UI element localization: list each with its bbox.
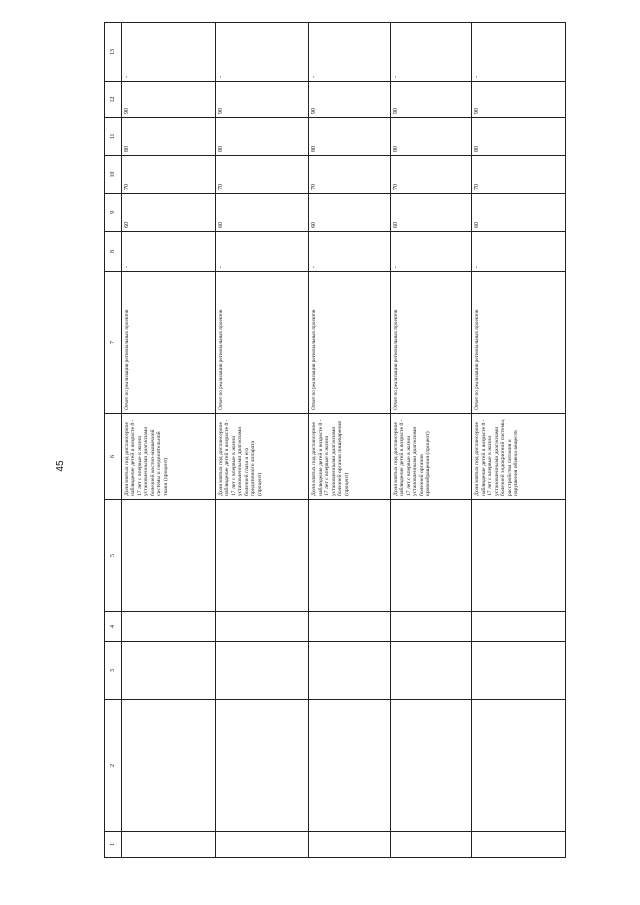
cell	[215, 612, 309, 642]
rotated-table-frame	[104, 0, 566, 905]
value-cell: 70	[472, 156, 566, 194]
indicator-cell: Доля взятых под диспансерное наблюдение детей в возрасте 0 - 17 лет с впервые в жизни установленными диагнозами болезней органов пищеварения (процент)	[309, 414, 391, 500]
value-cell: 60	[472, 194, 566, 232]
table-row	[472, 23, 566, 858]
column-header: 13	[105, 23, 122, 82]
column-header: 1	[105, 832, 122, 858]
value-cell: 60	[215, 194, 309, 232]
value-cell: 90	[309, 82, 391, 118]
table-row	[309, 23, 391, 858]
column-header: 3	[105, 642, 122, 700]
cell: -	[390, 23, 472, 82]
cell	[472, 832, 566, 858]
cell	[122, 500, 216, 612]
cell	[390, 612, 472, 642]
cell	[472, 500, 566, 612]
column-header: 12	[105, 82, 122, 118]
value-cell: 80	[390, 118, 472, 156]
value-cell: 60	[309, 194, 391, 232]
table-row	[390, 23, 472, 858]
cell	[215, 832, 309, 858]
cell: -	[122, 23, 216, 82]
cell: -	[309, 23, 391, 82]
value-cell: 90	[390, 82, 472, 118]
header-row	[105, 23, 122, 858]
value-cell: 80	[472, 118, 566, 156]
cell	[215, 642, 309, 700]
cell: -	[122, 232, 216, 272]
column-header: 8	[105, 232, 122, 272]
indicator-cell: Доля взятых под диспансерное наблюдение детей в возрасте 0 - 17 лет с впервые в жизни установленными диагнозами болезней органов кровообращения (процент)	[390, 414, 472, 500]
source-cell: Отчет по реализации региональных проектов	[215, 272, 309, 414]
cell	[215, 500, 309, 612]
value-cell: 70	[390, 156, 472, 194]
cell	[309, 642, 391, 700]
cell	[122, 832, 216, 858]
source-cell: Отчет по реализации региональных проектов	[472, 272, 566, 414]
value-cell: 80	[122, 118, 216, 156]
column-header: 9	[105, 194, 122, 232]
value-cell: 70	[309, 156, 391, 194]
cell	[390, 832, 472, 858]
source-cell: Отчет по реализации региональных проектов	[309, 272, 391, 414]
indicator-table	[104, 22, 566, 858]
column-header: 11	[105, 118, 122, 156]
cell: -	[309, 232, 391, 272]
column-header: 6	[105, 414, 122, 500]
cell	[122, 700, 216, 832]
cell	[122, 612, 216, 642]
cell	[390, 642, 472, 700]
value-cell: 80	[309, 118, 391, 156]
source-cell: Отчет по реализации региональных проектов	[390, 272, 472, 414]
value-cell: 90	[215, 82, 309, 118]
table-row	[122, 23, 216, 858]
column-header: 7	[105, 272, 122, 414]
table-row	[215, 23, 309, 858]
indicator-cell: Доля взятых под диспансерное наблюдение детей в возрасте 0 - 17 лет с впервые в жизни установленными диагнозами болезней глаза и его придаточного аппарата (процент)	[215, 414, 309, 500]
cell: -	[472, 23, 566, 82]
cell	[215, 700, 309, 832]
indicator-cell: Доля взятых под диспансерное наблюдение детей в возрасте 0 - 17 лет с впервые в жизни установленными диагнозами болезней эндокринной системы, расстройства питания и нарушения обмена веществ	[472, 414, 566, 500]
indicator-cell: Доля взятых под диспансерное наблюдение детей в возрасте 0 - 17 лет с впервые в жизни установленными диагнозами болезней костно-мышечной системы и соединительной ткани (процент)	[122, 414, 216, 500]
column-header: 4	[105, 612, 122, 642]
source-cell: Отчет по реализации региональных проектов	[122, 272, 216, 414]
cell	[390, 700, 472, 832]
value-cell: 60	[390, 194, 472, 232]
cell: -	[215, 232, 309, 272]
value-cell: 70	[215, 156, 309, 194]
cell: -	[215, 23, 309, 82]
cell	[309, 700, 391, 832]
page-number: 45	[55, 460, 66, 472]
cell	[309, 612, 391, 642]
cell	[122, 642, 216, 700]
value-cell: 70	[122, 156, 216, 194]
cell	[472, 642, 566, 700]
cell	[472, 612, 566, 642]
cell	[309, 500, 391, 612]
value-cell: 90	[472, 82, 566, 118]
cell: -	[390, 232, 472, 272]
cell: -	[472, 232, 566, 272]
column-header: 5	[105, 500, 122, 612]
cell	[472, 700, 566, 832]
cell	[390, 500, 472, 612]
value-cell: 90	[122, 82, 216, 118]
cell	[309, 832, 391, 858]
value-cell: 60	[122, 194, 216, 232]
column-header: 10	[105, 156, 122, 194]
column-header: 2	[105, 700, 122, 832]
value-cell: 80	[215, 118, 309, 156]
